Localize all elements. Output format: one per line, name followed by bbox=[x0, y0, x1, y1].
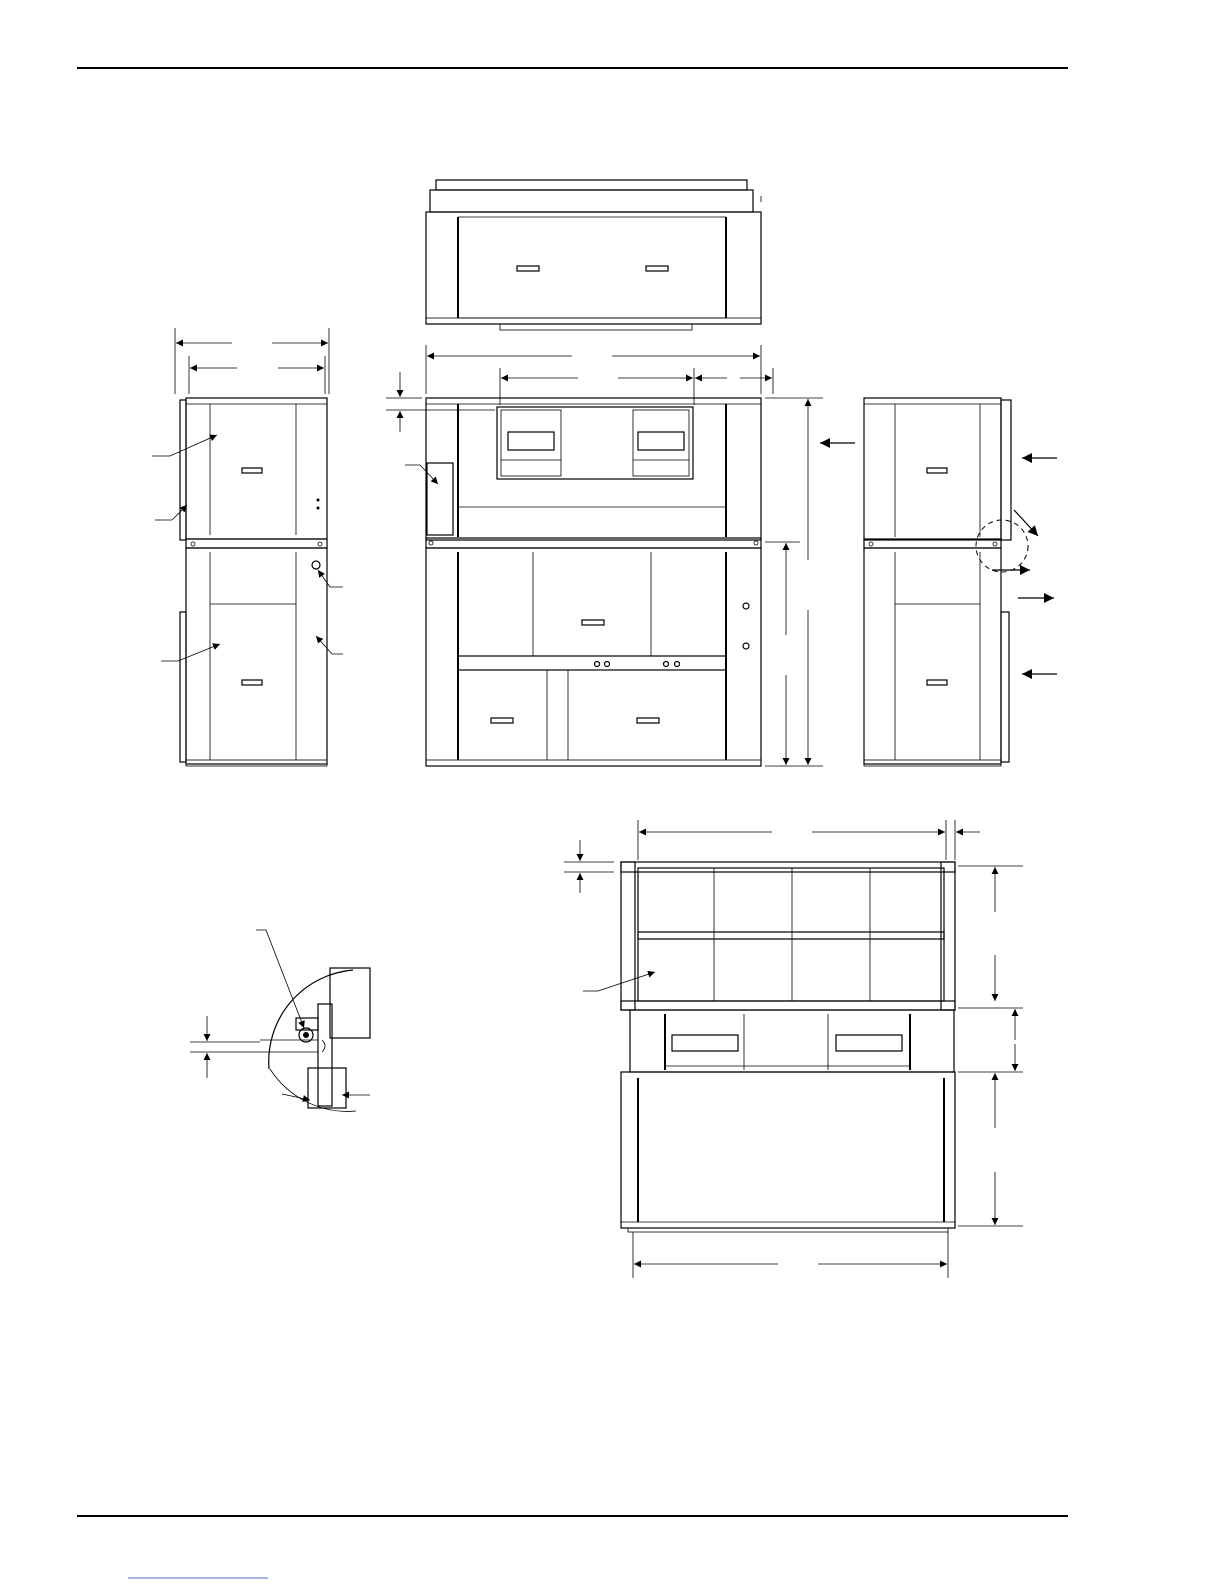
right-side-view bbox=[820, 398, 1057, 766]
pipe-connection bbox=[664, 662, 669, 667]
access-handle bbox=[927, 680, 947, 685]
pipe-connection bbox=[605, 662, 610, 667]
top-view bbox=[426, 180, 761, 330]
callout-leader bbox=[405, 465, 438, 484]
fan-blower bbox=[508, 432, 554, 450]
plan-view bbox=[564, 820, 1023, 1278]
fan-blower bbox=[672, 1035, 738, 1051]
fan-blower bbox=[836, 1035, 902, 1051]
fan-blower bbox=[638, 432, 684, 450]
detail-callout-circle bbox=[976, 520, 1028, 572]
callout-leader bbox=[318, 570, 343, 587]
callout-leader bbox=[155, 505, 187, 520]
callout-leader bbox=[256, 930, 304, 1028]
callout-leader bbox=[583, 972, 655, 991]
access-handle bbox=[927, 468, 947, 473]
detail-view bbox=[190, 930, 370, 1111]
callout-leader bbox=[316, 636, 343, 654]
access-handle bbox=[582, 620, 604, 625]
access-handle bbox=[242, 680, 262, 685]
callout-leader bbox=[161, 644, 220, 661]
access-handle bbox=[517, 266, 539, 271]
access-handle bbox=[637, 718, 659, 723]
access-handle bbox=[242, 468, 262, 473]
front-view bbox=[386, 345, 823, 766]
access-handle bbox=[491, 718, 513, 723]
callout-leader bbox=[152, 435, 217, 456]
control-grille bbox=[427, 463, 453, 535]
fan-housing bbox=[497, 407, 693, 479]
pipe-connection bbox=[675, 662, 680, 667]
pipe-connection bbox=[595, 662, 600, 667]
access-handle bbox=[646, 266, 668, 271]
left-side-view bbox=[152, 328, 343, 766]
callout-leader bbox=[282, 1094, 310, 1100]
airflow-arrow bbox=[1014, 510, 1038, 536]
